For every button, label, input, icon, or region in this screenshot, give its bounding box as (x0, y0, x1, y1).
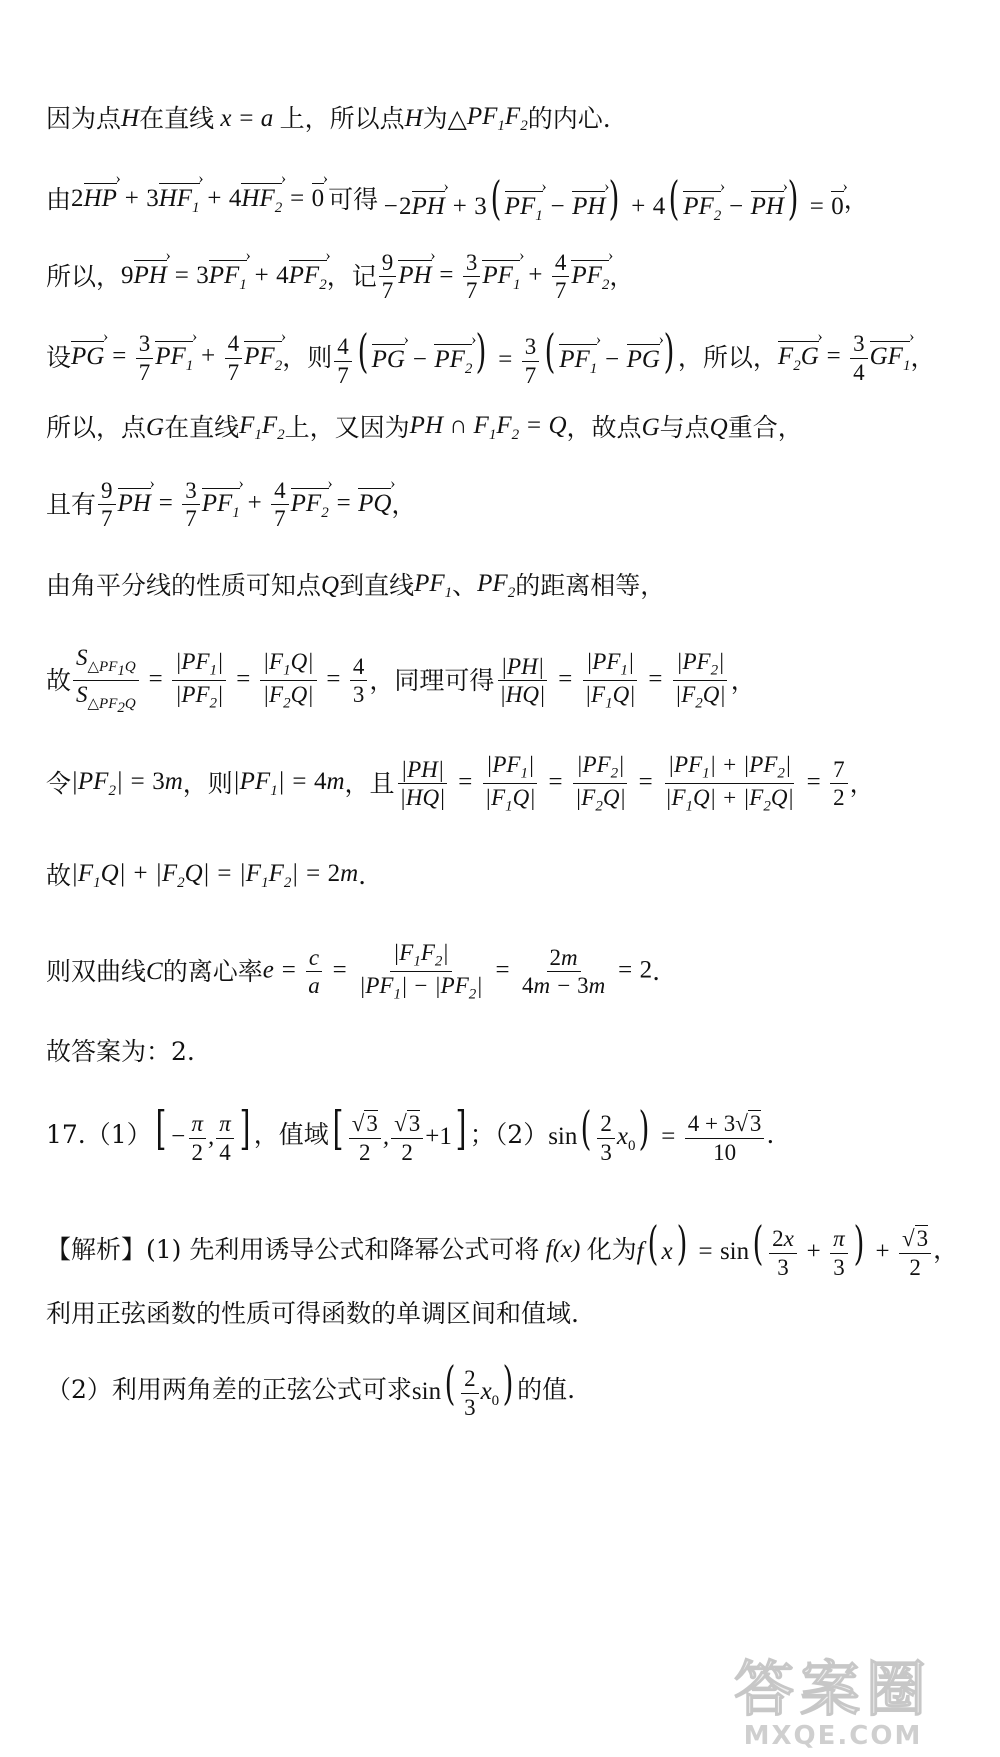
text: . (358, 861, 367, 890)
text: 为△ (422, 104, 467, 133)
text: 到直线 (339, 571, 415, 600)
text: 故 (46, 665, 72, 695)
text: ， (849, 768, 875, 798)
text: 令 (46, 768, 72, 798)
text: ， (933, 1235, 959, 1265)
text-line-7 (46, 570, 980, 602)
watermark-logo: 答案圈 (734, 1655, 932, 1725)
text: 与点 (659, 413, 710, 442)
text: 17.（1） (46, 1120, 152, 1150)
math: [ − $\frac{\pi}{2}$ , $\frac{\pi}{4}$ ] (155, 1101, 251, 1165)
math: PG › = $\frac{3}{7}$ $PF_1$ › + $\frac{4}{7}$ $PF_2$ › (71, 331, 282, 385)
text: 由 (46, 185, 72, 214)
text: 重合， (727, 413, 803, 442)
text: ，所以， (677, 343, 778, 373)
text: ，值域 (253, 1120, 329, 1150)
math: H (121, 105, 140, 132)
watermark (688, 1655, 978, 1751)
text: 化为 (586, 1235, 637, 1265)
math: C (146, 957, 163, 985)
math: f(x) (539, 1236, 587, 1264)
text: 上，所以点 (279, 104, 405, 133)
text: ，同理可得 (369, 665, 495, 695)
text-line-15 (46, 1300, 980, 1328)
text: 、 (452, 571, 478, 600)
text: 则双曲线 (46, 956, 147, 986)
text: 的值. (517, 1375, 576, 1405)
text: . (766, 1120, 775, 1150)
text: ， (391, 490, 417, 520)
math: [ $\frac{√3}{2}$ , $\frac{√3}{2}$ +1] (332, 1101, 467, 1165)
text-line-13 (46, 1101, 980, 1165)
math: $\frac{9}{7}$ PH › = $\frac{3}{7}$ $PF_1$ › + $\frac{4}{7}$ $PF_2$ › = PQ › (96, 478, 391, 532)
watermark-url: MXQE.COM (743, 1721, 923, 1751)
math: 2HP › + $3HF_1$ › + $4HF_2$ › = 0 › (71, 183, 324, 217)
math: $\frac{|PH|}{|HQ|}$ = $\frac{|PF_1|}{|F_1Q|}$ = $\frac{|PF_2|}{|F_2Q|}$ (499, 649, 726, 712)
math: PH ∩ $F_1F_2 = Q$ (409, 412, 567, 443)
text-line-5 (46, 412, 980, 444)
text: 且有 (46, 490, 97, 520)
math: $PF_2$ (477, 570, 516, 601)
text: 【解析】(1) 先利用诱导公式和降幂公式可将 (46, 1235, 540, 1265)
text-line-6 (46, 478, 980, 532)
math: $\frac{9}{7}$ PH › = $\frac{3}{7}$ $PF_1$ › + $\frac{4}{7}$ $PF_2$ › (377, 250, 610, 304)
text: 利用正弦函数的性质可得函数的单调区间和值域. (46, 1299, 579, 1328)
math: $PF_1F_2$ (466, 103, 528, 134)
text: 的距离相等， (515, 571, 666, 600)
math: $F_1F_2$ (239, 412, 285, 443)
text: 因为点 (46, 104, 122, 133)
text-line-16 (46, 1356, 980, 1420)
text: 设 (46, 343, 72, 373)
text: 的离心率 (162, 956, 263, 986)
math: $|PF_1| = 4m$ (232, 767, 345, 799)
text-line-14 (46, 1216, 980, 1280)
text-line-1 (46, 103, 980, 135)
text: ，故点 (566, 413, 642, 442)
math: sin( $\frac{2}{3}$ $x_0$) (411, 1356, 514, 1420)
math: Q (321, 572, 340, 599)
math: x = a (214, 105, 280, 132)
text: ，则 (182, 768, 233, 798)
text: 的内心. (527, 104, 611, 133)
text: ，且 (344, 768, 395, 798)
math: $F_2G$ › = $\frac{3}{4}$ $GF_1$ › (778, 331, 911, 385)
math: H (404, 105, 423, 132)
text-line-9 (46, 752, 980, 815)
text-line-3 (46, 250, 980, 304)
text-line-11 (46, 940, 980, 1003)
math: f( x) = sin( $\frac{2x}{3}$ + $\frac{\pi}{3}$ ) + $\frac{√3}{2}$ (637, 1220, 934, 1280)
text-line-4 (46, 324, 980, 388)
math: G (641, 414, 660, 441)
math: Q (709, 414, 728, 441)
math: sin( $\frac{2}{3}$ $x_0$) = $\frac{4 + 3√3}{10}$ (548, 1105, 766, 1165)
math: $\frac{S_{\triangle PF_1Q}}{S_{\triangle PF_2Q}}$ = $\frac{|PF_1|}{|PF_2|}$ = $\frac{|F_1Q|}{|F_2Q|}$ = $\frac{4}{3}$ (71, 645, 369, 716)
math: e = $\frac{c}{a}$ = $\frac{|F_1F_2|}{|PF_1| - |PF_2|}$ = $\frac{2m}{4m - 3m}$ = 2 (262, 940, 653, 1003)
math: 9PH › = $3PF_1$ › + $4PF_2$ › (121, 260, 327, 294)
math: $|PF_2| = 3m$ (71, 767, 183, 799)
text: . (652, 956, 661, 986)
math: $|F_1Q| + |F_2Q| = |F_1F_2| = 2m$ (71, 860, 359, 891)
text: 故 (46, 861, 72, 890)
text-line-8 (46, 645, 980, 716)
math: G (146, 414, 165, 441)
text: 上，又因为 (284, 413, 410, 442)
text: （2）利用两角差的正弦公式可求 (46, 1375, 412, 1405)
text: ；（2） (469, 1120, 549, 1150)
math: $\frac{4}{7}$ ( PG › − $PF_2$ ›) = $\frac{3}{7}$ ( $PF_1$ › − PG ›) (332, 328, 678, 388)
text: ， (910, 343, 936, 373)
text: ， (843, 185, 869, 214)
math: −2PH › + 3( $PF_1$ › − PH ›) + 4( $PF_2$ › − PH ›) = 0 › (382, 175, 844, 225)
text: 所以，点 (46, 413, 147, 442)
text: ，记 (326, 262, 377, 292)
text: 由角平分线的性质可知点 (46, 571, 322, 600)
math: $\frac{|PH|}{|HQ|}$ = $\frac{|PF_1|}{|F_1Q|}$ = $\frac{|PF_2|}{|F_2Q|}$ = $\frac{|PF_1| + |PF_2|}{|F_1Q| + |F_2Q|}$ = $\frac{7}{2}$ (395, 752, 850, 815)
text: ， (609, 262, 635, 292)
text-line-12 (46, 1038, 980, 1066)
text: 在直线 (164, 413, 240, 442)
text: 所以， (46, 262, 122, 292)
text: ， (730, 665, 756, 695)
text-line-2 (46, 171, 980, 225)
text: 可得 (328, 185, 379, 214)
text: 在直线 (139, 104, 215, 133)
text: 故答案为：2. (46, 1037, 195, 1066)
math: $PF_1$ (414, 570, 453, 601)
text-line-10 (46, 860, 980, 892)
text: ，则 (282, 343, 333, 373)
